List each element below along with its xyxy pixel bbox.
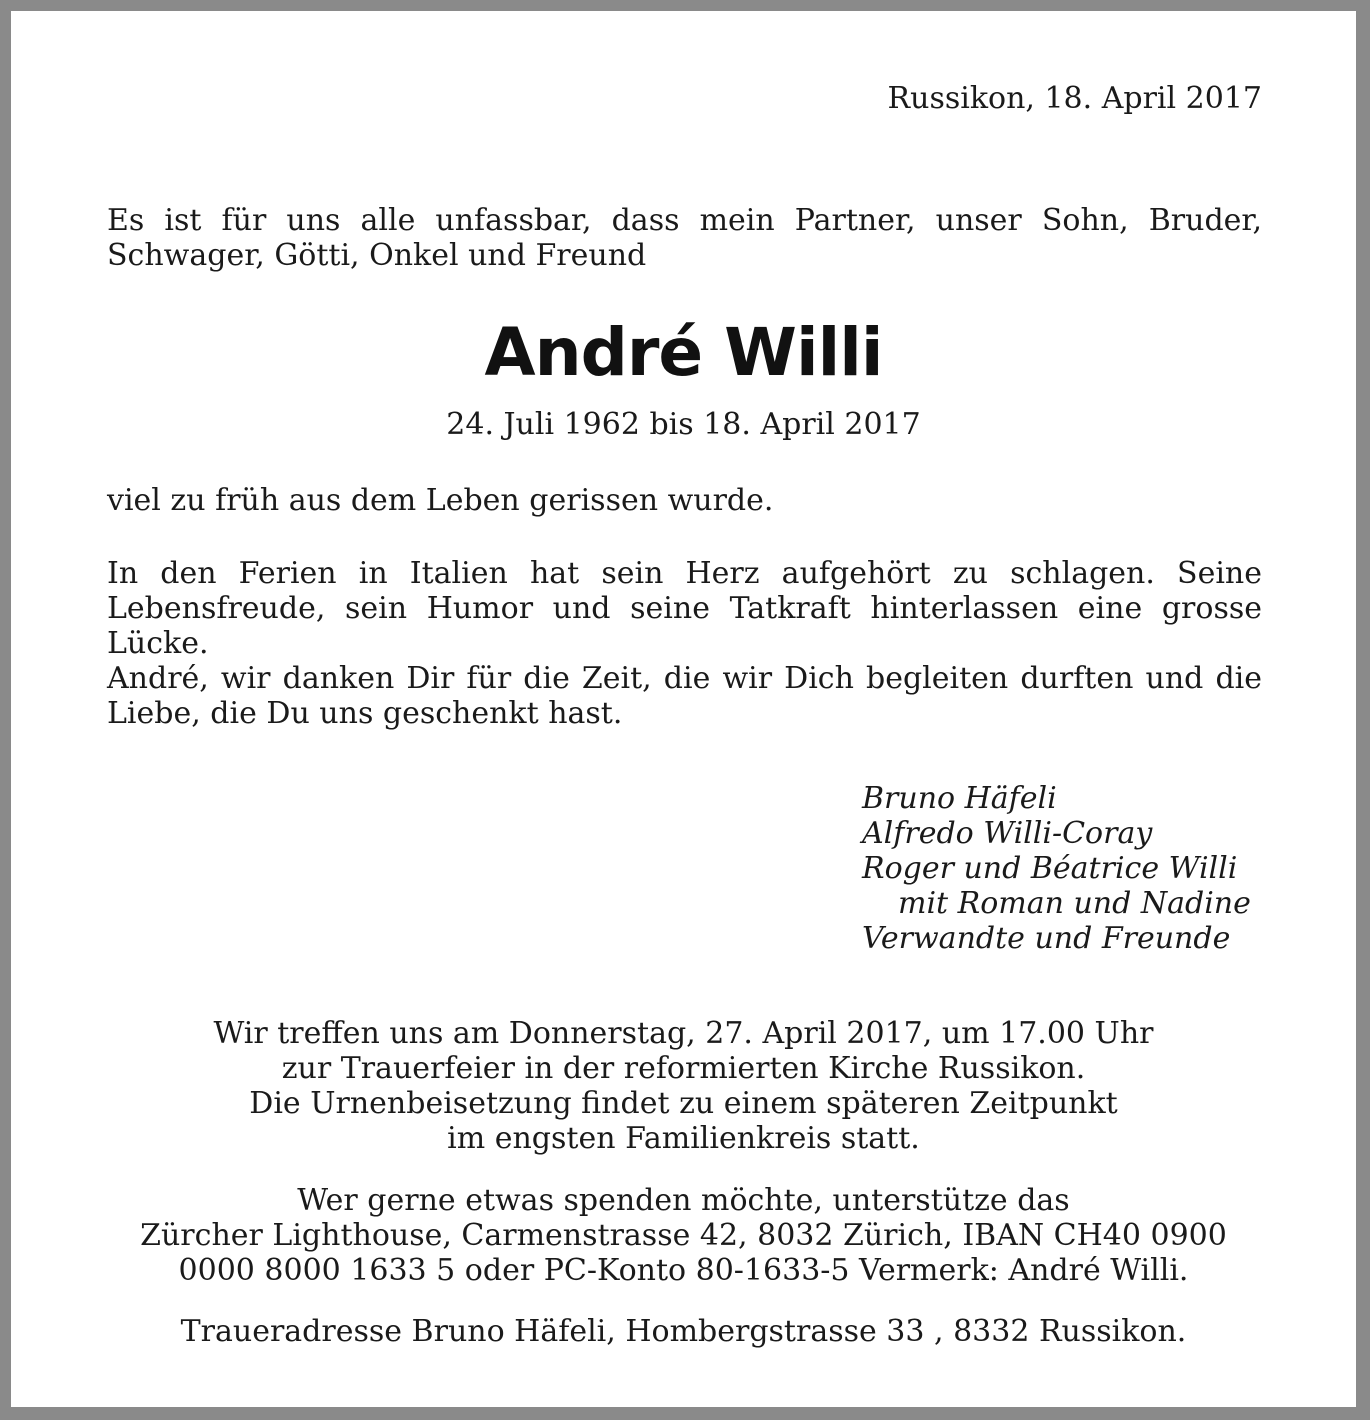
ceremony-info	[11, 1016, 1356, 1156]
signer: mit Roman und Nadine	[898, 886, 1251, 921]
signers-list	[862, 781, 1251, 956]
place-date: Russikon, 18. April 2017	[887, 81, 1262, 116]
life-dates: 24. Juli 1962 bis 18. April 2017	[446, 407, 921, 442]
donation-line: Wer gerne etwas spenden möchte, unterstütze das	[297, 1183, 1070, 1218]
message-line-5: Liebe, die Du uns geschenkt hast.	[107, 696, 623, 731]
obituary-notice	[11, 11, 1356, 1407]
message-line-4: André, wir danken Dir für die Zeit, die wir Dich begleiten durften und die	[107, 661, 1262, 696]
message-line-3: Lücke.	[107, 626, 209, 661]
donation-line: 0000 8000 1633 5 oder PC-Konto 80-1633-5 Vermerk: André Willi.	[178, 1253, 1189, 1288]
signer: Alfredo Willi-Coray	[862, 816, 1153, 851]
deceased-name: André Willi	[484, 314, 883, 391]
after-name-text: viel zu früh aus dem Leben gerissen wurde.	[107, 483, 774, 518]
donation-line: Zürcher Lighthouse, Carmenstrasse 42, 8032 Zürich, IBAN CH40 0900	[140, 1218, 1227, 1253]
mourning-address: Traueradresse Bruno Häfeli, Hombergstrasse 33 , 8332 Russikon.	[180, 1314, 1187, 1349]
signer: Verwandte und Freunde	[862, 921, 1231, 956]
intro-line-1: Es ist für uns alle unfassbar, dass mein Partner, unser Sohn, Bruder,	[107, 203, 1262, 238]
intro-text	[107, 203, 1262, 273]
message-text	[107, 556, 1262, 731]
ceremony-line: im engsten Familienkreis statt.	[447, 1121, 920, 1156]
donation-info	[11, 1183, 1356, 1288]
ceremony-line: Die Urnenbeisetzung findet zu einem späteren Zeitpunkt	[249, 1086, 1118, 1121]
message-line-2: Lebensfreude, sein Humor und seine Tatkraft hinterlassen eine grosse	[107, 591, 1262, 626]
signer: Roger und Béatrice Willi	[862, 851, 1238, 886]
signer: Bruno Häfeli	[862, 781, 1057, 816]
intro-line-2: Schwager, Götti, Onkel und Freund	[107, 238, 647, 273]
ceremony-line: Wir treffen uns am Donnerstag, 27. April 2017, um 17.00 Uhr	[213, 1016, 1154, 1051]
message-line-1: In den Ferien in Italien hat sein Herz aufgehört zu schlagen. Seine	[107, 556, 1262, 591]
ceremony-line: zur Trauerfeier in der reformierten Kirche Russikon.	[281, 1051, 1086, 1086]
